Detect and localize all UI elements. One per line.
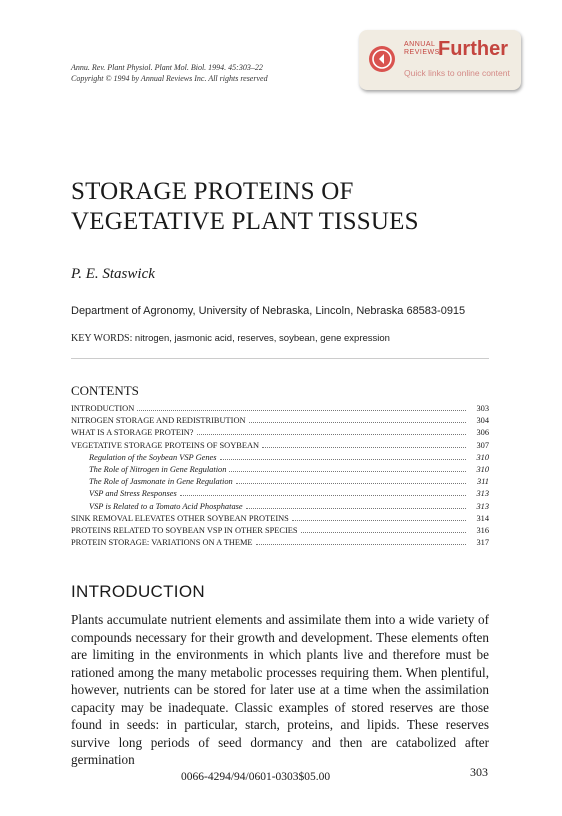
introduction-paragraph: Plants accumulate nutrient elements and assimilate them into a wide variety of compounds necessary for their growth and development. These elements often are limiting in the environments in which plants live and therefore must be rationed among the many metabolic processes requiring them. When plentiful, however, nutrients can be stored for later use at a time when the assimilation capacity may be inadequate. Classic examples of stored reserves are those found in seeds: in particular, starch, proteins, and lipids. These reserves survive long periods of seed dormancy and then are catabolized after germination — [71, 612, 489, 767]
keywords — [71, 333, 390, 344]
toc-subentry[interactable]: VSP and Stress Responses 313 — [89, 489, 489, 499]
author: P. E. Staswick — [71, 266, 155, 282]
divider — [71, 358, 489, 359]
toc-entry[interactable]: INTRODUCTION 303 — [71, 404, 489, 413]
title-line-2: VEGETATIVE PLANT TISSUES — [71, 208, 419, 235]
toc-subentry[interactable]: Regulation of the Soybean VSP Genes 310 — [89, 452, 489, 462]
affiliation: Department of Agronomy, University of Nebraska, Lincoln, Nebraska 68583-0915 — [71, 305, 466, 317]
toc-entry[interactable]: WHAT IS A STORAGE PROTEIN? 306 — [71, 428, 489, 438]
annual-reviews-wordmark: ANNUAL REVIEWS — [404, 41, 440, 56]
keywords-label: KEY WORDS: — [71, 333, 133, 344]
further-wordmark: Further — [438, 38, 508, 60]
keywords-list: nitrogen, jasmonic acid, reserves, soybean, gene expression — [134, 333, 390, 344]
play-arrow-icon — [369, 46, 395, 72]
page-number: 303 — [470, 765, 488, 779]
further-subtitle: Quick links to online content — [404, 68, 510, 78]
toc-entry[interactable]: PROTEINS RELATED TO SOYBEAN VSP IN OTHER SPECIES 316 — [71, 525, 489, 535]
introduction-heading: INTRODUCTION — [71, 582, 205, 601]
citation-line-1: Annu. Rev. Plant Physiol. Plant Mol. Biol. 1994. 45:303–22 — [71, 63, 263, 72]
contents-heading: CONTENTS — [71, 383, 139, 398]
title-line-1: STORAGE PROTEINS OF — [71, 178, 354, 205]
further-links-badge[interactable] — [359, 30, 521, 90]
table-of-contents — [71, 402, 489, 548]
journal-citation — [71, 62, 268, 84]
article-code: 0066-4294/94/0601-0303$05.00 — [181, 771, 331, 783]
toc-subentry[interactable]: The Role of Jasmonate in Gene Regulation 311 — [89, 477, 489, 487]
toc-entry[interactable]: SINK REMOVAL ELEVATES OTHER SOYBEAN PROTEINS 314 — [71, 513, 489, 523]
toc-entry[interactable]: VEGETATIVE STORAGE PROTEINS OF SOYBEAN 307 — [71, 440, 489, 450]
toc-subentry[interactable]: The Role of Nitrogen in Gene Regulation 310 — [89, 464, 489, 474]
article-title — [71, 177, 511, 237]
toc-subentry[interactable]: VSP is Related to a Tomato Acid Phosphatase 313 — [89, 501, 489, 511]
toc-entry[interactable]: PROTEIN STORAGE: VARIATIONS ON A THEME 317 — [71, 538, 489, 548]
citation-line-2: Copyright © 1994 by Annual Reviews Inc. All rights reserved — [71, 74, 268, 83]
toc-entry[interactable]: NITROGEN STORAGE AND REDISTRIBUTION 304 — [71, 416, 489, 426]
